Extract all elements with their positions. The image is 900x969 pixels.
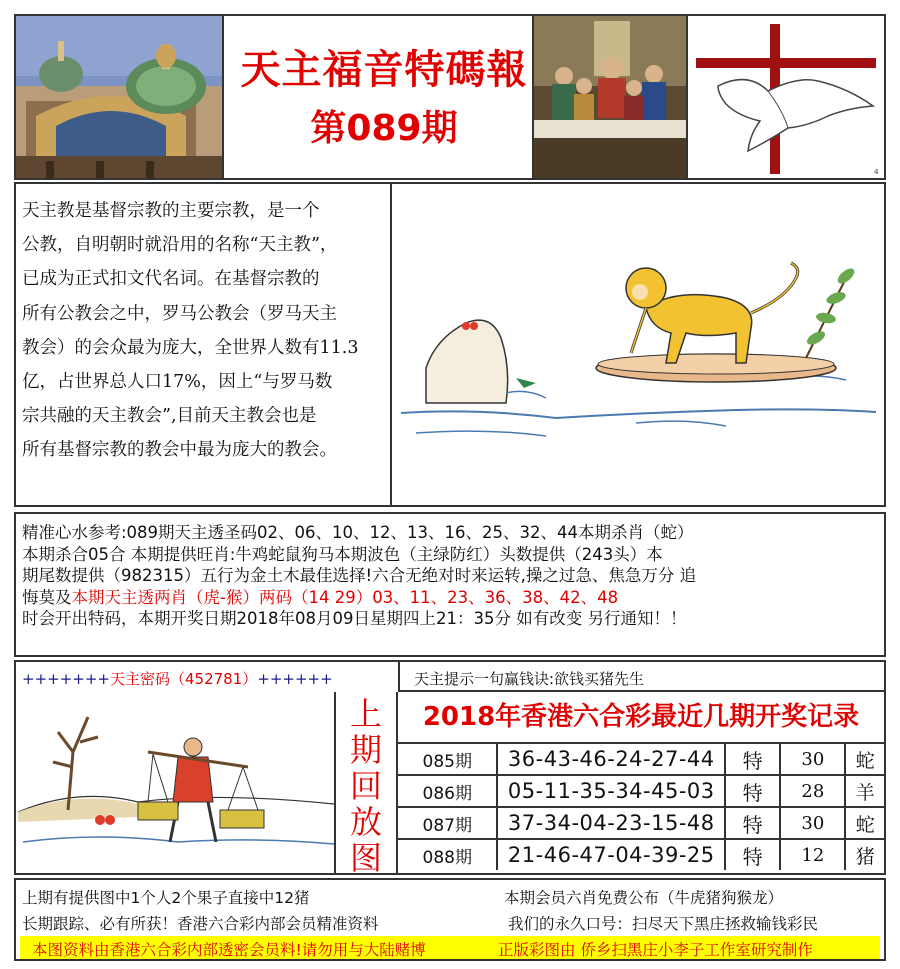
lower-panel [14, 660, 886, 875]
intro-line: 亿，占世界总人口17%，因上“与罗马数 [22, 372, 333, 393]
zodiac-cell: 蛇 [845, 744, 884, 775]
numbers-cell: 37-34-04-23-15-48 [497, 807, 725, 839]
replay-char: 上 [349, 695, 382, 733]
info-line-2: 本期杀合05合 本期提供旺肖:牛鸡蛇鼠狗马本期波色（主绿防红）头数提供（243头）本 [22, 544, 663, 564]
intro-line: 所有基督宗教的教会中最为庞大的教会。 [22, 440, 337, 461]
special-label-cell: 特 [725, 775, 780, 807]
issue-cell: 088期 [398, 839, 497, 870]
intro-line: 天主教是基督宗教的主要宗教，是一个 [22, 201, 320, 221]
replay-char: 回 [349, 767, 382, 805]
intro-panel [14, 182, 886, 507]
intro-line: 公教，自明朝时就沿用的名称“天主教”， [22, 235, 338, 256]
info-line-1: 精准心水参考:089期天主透圣码02、06、10、12、13、16、25、32、44本期杀肖（蛇） [22, 523, 694, 542]
replay-label [334, 692, 398, 877]
secret-code [22, 668, 333, 689]
table-row [398, 839, 884, 870]
replay-char: 图 [349, 839, 382, 877]
replay-char: 期 [349, 731, 382, 769]
intro-line: 所有公教会之中，罗马公教会（罗马天主 [22, 303, 337, 324]
special-number-cell: 30 [780, 744, 845, 775]
tip-box: 天主提示一句赢钱诀:欲钱买猪先生 [398, 662, 884, 692]
issue-number: 第089期 [310, 108, 458, 149]
special-label-cell: 特 [725, 839, 780, 870]
issue-cell: 087期 [398, 807, 497, 839]
info-line-4 [22, 587, 882, 609]
last-supper-image [534, 16, 686, 178]
table-row [398, 775, 884, 807]
zodiac-cell: 蛇 [845, 807, 884, 839]
footer-left-1: 上期有提供图中1个人2个果子直接中12猪 [22, 889, 310, 907]
secret-code-suffix: ++++++ [257, 670, 333, 688]
footer-right-1: 本期会员六肖免费公布（牛虎猪狗猴龙） [504, 889, 784, 907]
footer-panel [14, 878, 886, 961]
numbers-cell: 05-11-35-34-45-03 [497, 775, 725, 807]
replay-char: 放 [349, 803, 382, 841]
numbers-cell: 36-43-46-24-27-44 [497, 744, 725, 775]
special-label-cell: 特 [725, 807, 780, 839]
special-number-cell: 28 [780, 775, 845, 807]
farmer-illustration [18, 692, 334, 872]
info-line-4-highlight: 本期天主透两肖（虎-猴）两码（14 29）03、11、23、36、38、42、48 [71, 587, 619, 607]
table-row [398, 807, 884, 839]
info-panel [14, 512, 886, 657]
cathedral-image [16, 16, 222, 178]
issue-cell: 086期 [398, 775, 497, 807]
zodiac-cell: 羊 [845, 775, 884, 807]
header-panel [14, 14, 886, 180]
special-number-cell: 12 [780, 839, 845, 870]
special-number-cell: 30 [780, 807, 845, 839]
intro-text [22, 194, 387, 468]
issue-cell: 085期 [422, 751, 472, 772]
info-text [22, 522, 882, 630]
footer-right-2: 我们的永久口号：扫尽天下黑庄拯救输钱彩民 [508, 915, 819, 933]
footer-highlight-bar [20, 936, 880, 959]
info-line-4-prefix: 悔莫及 [22, 587, 72, 607]
cross-dove-image [688, 16, 884, 178]
footer-yellow-right: 正版彩图由 侨乡扫黑庄小李子工作室研究制作 [498, 941, 813, 959]
intro-line: 已成为正式扣文代名词。在基督宗教的 [22, 269, 320, 290]
svg-text:4: 4 [874, 168, 879, 176]
footer-yellow-left: 本图资料由香港六合彩内部透密会员料!请勿用与大陆赌博 [32, 941, 426, 959]
intro-line: 教会）的会众最为庞大，全世界人数有11.3 [22, 337, 359, 358]
page-title: 天主福音特碼報 [240, 47, 528, 93]
secret-code-label: 天主密码（452781） [109, 670, 258, 688]
info-line-3: 期尾数提供（982315）五行为金土木最佳选择!六合无绝对时来运转,操之过急、焦急万分 追 [22, 566, 697, 585]
zodiac-cell: 猪 [845, 839, 884, 870]
numbers-cell: 21-46-47-04-39-25 [497, 839, 725, 870]
table-row [398, 744, 884, 775]
secret-code-prefix: +++++++ [22, 670, 110, 688]
special-label-cell: 特 [725, 744, 780, 775]
records-title: 2018年香港六合彩最近几期开奖记录 [398, 692, 884, 744]
monkey-raft-illustration [396, 188, 882, 502]
intro-line: 宗共融的天主教会”,目前天主教会也是 [22, 406, 317, 427]
records-table [398, 744, 884, 870]
footer-left-2: 长期跟踪、必有所获！香港六合彩内部会员精准资料 [22, 915, 379, 933]
info-line-5: 时会开出特码，本期开奖日期2018年08月09日星期四上21：35分 如有改变 另行通知！！ [22, 609, 687, 628]
